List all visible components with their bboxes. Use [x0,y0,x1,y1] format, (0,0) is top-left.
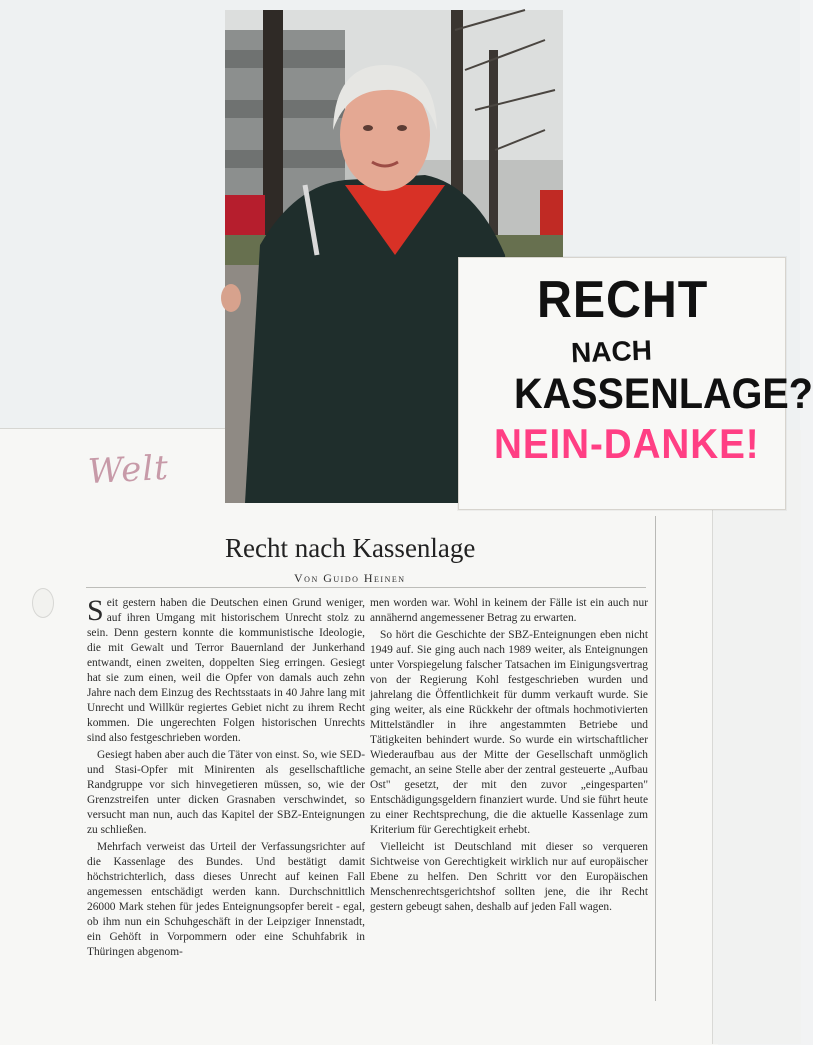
article-byline: Von Guido Heinen [294,571,406,585]
sign-line-3: KASSENLAGE? [514,370,813,418]
handwritten-note: Welt [87,447,170,493]
article-column-1 [87,596,365,962]
protest-sign [458,257,813,510]
sign-line-4: NEIN-DANKE! [494,420,760,467]
article-paragraph: Mehrfach verweist das Urteil der Verfassungsrichter auf die Kassenlage des Bundes. Und bestätigt damit höchstrichterlich, dass dieses Unrecht auf keinen Fall angemessen entschädigt werden kann. Durchschnittlich 26000 Mark stehen für jedes Enteignungsopfer bereit - egal, ob ihm nun ein Schuhgeschäft in der Leipziger Innenstadt, ein Gehöft in Vorpommern oder eine Schuhfabrik in Thüringen abgenom- [87,841,365,958]
article-paragraph: Gesiegt haben aber auch die Täter von einst. So, wie SED- und Stasi-Opfer mit Minirenten als gesellschaftliche Randgruppe vor sich hinvegetieren müssen, so, wie der Grenzstreifen unter dicken Grasnaben verschwindet, so versucht man nun, auch das Kapitel der SBZ-Enteignungen zu schließen. [87,749,365,836]
article-column-2 [370,596,648,917]
article-paragraph: Vielleicht ist Deutschland mit dieser so verqueren Sichtweise von Gerechtigkeit wirklich nur auf europäischer Ebene zu helfen. Den Schritt vor den Europäischen Menschenrechtsgerichtshof sollten jene, die ihr Recht gestern gebeugt sahen, deshalb auf jeden Fall wagen. [370,841,648,913]
drop-cap: S [87,594,104,627]
punch-hole [32,588,54,618]
article-paragraph [87,596,365,746]
article-title: Recht nach Kassenlage [225,533,476,563]
paper-edge [712,430,801,1044]
article-paragraph: So hört die Geschichte der SBZ-Enteignungen eben nicht 1949 auf. Sie ging auch nach 1989 weiter, als Enteignungen unter Vorspiegelung falscher Tatsachen im Einigungsvertrag von der Regierung Kohl festgeschrieben wurden und jahrelang die Öffentlichkeit für dumm verkauft wurde. Sie ging weiter, als eine Rückkehr der oftmals hochmotivierten Mittelständler in ihre angestammten Betriebe und Tätigkeiten behindert wurde. So wurde ein wirtschaftlicher Wiederaufbau aus der Mitte der Gesellschaft unmöglich gemacht, an seine Stelle aber der zentral gesteuerte „Aufbau Ost" gesetzt, der mit den zuvor „eingesparten" Entschädigungsgeldern finanziert wurde. Und sie führt heute zu einer Rechtsprechung, die die aktuelle Kassenlage zum Kriterium für Gerechtigkeit erhebt. [370,629,648,836]
fold-line [655,516,656,1001]
article-paragraph: men worden war. Wohl in keinem der Fälle ist ein auch nur annähernd angemessener Betrag zu erwarten. [370,597,648,624]
sign-line-1: RECHT [537,271,709,329]
title-rule [86,587,646,588]
sign-line-2: NACH [570,334,653,369]
protest-photo [225,10,813,503]
paragraph-text: eit gestern haben die Deutschen einen Grund weniger, auf ihren Umgang mit historischem Unrecht stolz zu sein. Denn gestern konnte die kommunistische Ideologie, die mit Gewalt und Terror Bauernland der Junkerhand entwandt, einen zweiten, doppelten Sieg erringen. Gesiegt hat sie zum einen, weil die Opfer von damals auch zehn Jahre nach dem Einzug des Rechtsstaats in 40 Jahre lang mit Unrecht und Willkür regiertes Gebiet nicht zu ihrem Recht kommen. Die ungerechten Folgen historischen Unrechts sind also festgeschrieben worden. [87,597,365,744]
